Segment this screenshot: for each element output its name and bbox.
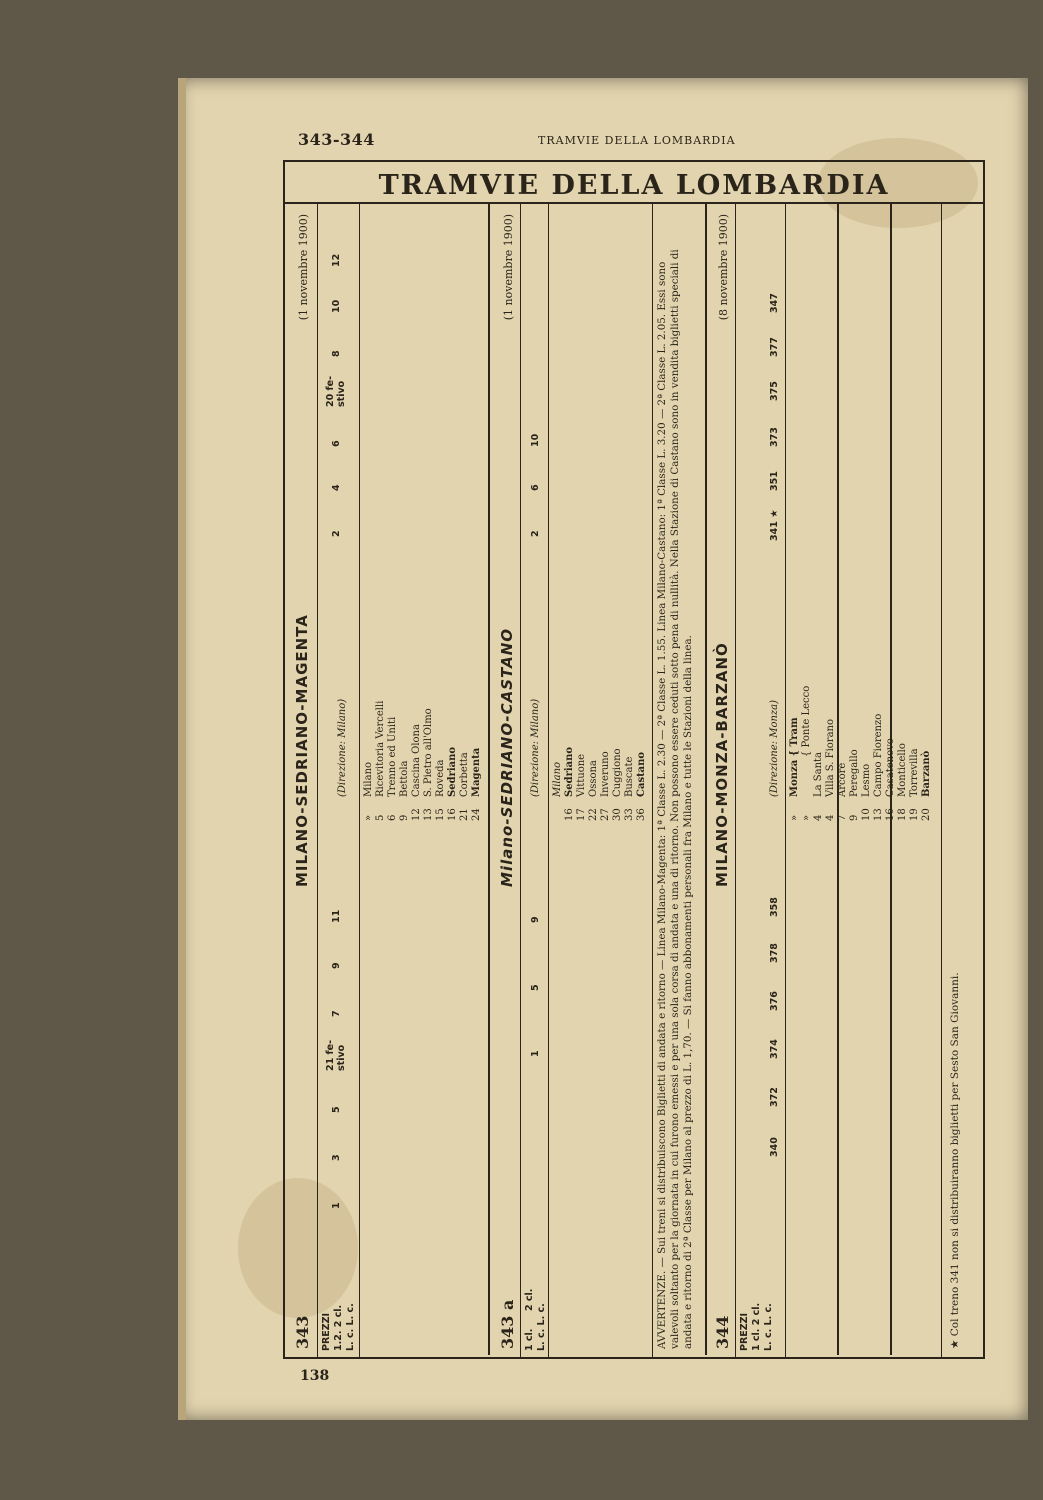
km-value: 13 bbox=[423, 808, 434, 821]
station-name: { Ponte Lecco bbox=[801, 685, 812, 757]
line-date: (1 novembre 1900) bbox=[502, 214, 515, 321]
km-value: 16 bbox=[564, 808, 575, 821]
main-title: TRAMVIE DELLA LOMBARDIA bbox=[378, 170, 890, 201]
table-rule bbox=[317, 204, 318, 1357]
train-number: 340 bbox=[769, 1137, 780, 1157]
km-value: » bbox=[363, 814, 374, 821]
table-rule bbox=[652, 204, 653, 1357]
train-number: 10 bbox=[530, 433, 541, 447]
km-value: 9 bbox=[399, 814, 410, 821]
km-value: 22 bbox=[588, 808, 599, 821]
line-343a-block bbox=[490, 204, 705, 1357]
price-header: 2 cl. bbox=[524, 1288, 535, 1311]
station-name: Arcore bbox=[837, 762, 848, 797]
line-number: 343 bbox=[293, 1315, 312, 1349]
running-title: TRAMVIE DELLA LOMBARDIA bbox=[538, 134, 736, 147]
station-name: Monza { Tram bbox=[789, 717, 800, 797]
station-name: Magenta bbox=[471, 747, 482, 797]
station-name: Roveda bbox=[435, 759, 446, 797]
km-value: 30 bbox=[612, 808, 623, 821]
line-date: (1 novembre 1900) bbox=[297, 214, 310, 321]
train-number: 358 bbox=[769, 897, 780, 917]
train-number: 8 bbox=[331, 350, 342, 357]
km-value: 6 bbox=[387, 814, 398, 821]
km-value: 18 bbox=[897, 808, 908, 821]
km-value: 21 bbox=[459, 808, 470, 821]
station-name: S. Pietro all'Olmo bbox=[423, 708, 434, 797]
station-name: Campo Fiorenzo bbox=[873, 713, 884, 797]
train-number: 9 bbox=[331, 962, 342, 969]
timetable-frame bbox=[283, 160, 985, 1359]
table-rule bbox=[359, 204, 360, 1357]
train-number: 374 bbox=[769, 1039, 780, 1059]
km-value: 36 bbox=[636, 808, 647, 821]
line-343-block bbox=[285, 204, 488, 1357]
line-date: (8 novembre 1900) bbox=[717, 214, 730, 321]
station-name: Barzanò bbox=[921, 750, 932, 797]
km-value: 4 bbox=[825, 814, 836, 821]
table-rule bbox=[785, 204, 786, 1357]
station-name: Castano bbox=[636, 751, 647, 797]
km-value: 9 bbox=[849, 814, 860, 821]
km-value: » bbox=[801, 814, 812, 821]
km-value: 16 bbox=[447, 808, 458, 821]
station-name: Corbetta bbox=[459, 752, 470, 797]
price-header: PREZZI bbox=[739, 1312, 750, 1351]
train-number: 7 bbox=[331, 1010, 342, 1017]
train-number: 9 bbox=[530, 916, 541, 923]
km-value: 10 bbox=[861, 808, 872, 821]
train-number: 376 bbox=[769, 991, 780, 1011]
price-header: 1 cl. bbox=[524, 1328, 535, 1351]
train-number: 12 bbox=[331, 253, 342, 267]
rotated-timetable bbox=[285, 204, 983, 1357]
line-number: 344 bbox=[713, 1315, 732, 1349]
km-value: 15 bbox=[435, 808, 446, 821]
station-name: Ossona bbox=[588, 760, 599, 797]
train-number: 5 bbox=[331, 1106, 342, 1113]
table-rule bbox=[548, 204, 549, 1357]
price-header: L. c. L. c. bbox=[536, 1303, 547, 1351]
km-value: 24 bbox=[471, 808, 482, 821]
station-name: Casatenovo bbox=[885, 738, 896, 797]
km-value: 13 bbox=[873, 808, 884, 821]
station-name: Inveruno bbox=[600, 751, 611, 797]
train-number: 20 fe-stivo bbox=[325, 375, 347, 407]
page-folio: 138 bbox=[300, 1368, 330, 1384]
km-value: 33 bbox=[624, 808, 635, 821]
km-value: 4 bbox=[813, 814, 824, 821]
train-number: 1 bbox=[530, 1050, 541, 1057]
km-value: 5 bbox=[375, 814, 386, 821]
train-number: 2 bbox=[530, 530, 541, 537]
price-header: 1 cl. 2 cl. bbox=[751, 1302, 762, 1351]
station-name: Milano bbox=[363, 761, 374, 797]
station-name: Milano bbox=[552, 761, 563, 797]
train-number: 377 bbox=[769, 337, 780, 357]
station-name: Bettola bbox=[399, 760, 410, 797]
train-number: 4 bbox=[331, 484, 342, 491]
train-number: 11 bbox=[331, 909, 342, 923]
km-value: 12 bbox=[411, 808, 422, 821]
line-344-block bbox=[705, 204, 983, 1357]
direction-label: (Direzione: Monza) bbox=[769, 699, 780, 797]
footnote: ★ Col treno 341 non si distribuiranno biglietti per Sesto San Giovanni. bbox=[949, 972, 961, 1349]
station-name: Buscate bbox=[624, 756, 635, 797]
train-number: 351 bbox=[769, 471, 780, 491]
page-content bbox=[178, 78, 1028, 1420]
station-name: Villa S. Fiorano bbox=[825, 719, 836, 797]
station-name: Peregallo bbox=[849, 749, 860, 797]
station-name: Lesmo bbox=[861, 763, 872, 797]
train-number: 341 ★ bbox=[769, 509, 780, 541]
price-header: L. c. L. c. bbox=[345, 1303, 356, 1351]
train-number: 3 bbox=[331, 1154, 342, 1161]
line-title: Milano-SEDRIANO-CASTANO bbox=[498, 628, 516, 887]
train-number: 2 bbox=[331, 530, 342, 537]
avvertenze-note: AVVERTENZE. — Sui treni si distribuiscono Biglietti di andata e ritorno — Linea Milano-Magenta: 1ª Classe L. 2.30 — 2ª Classe L. 1.55. Linea Milano-Castano: 1ª Classe L. 3.20 — 2ª Classe L. 2.05. Essi sono valevoli soltanto per la giornata in cui furono emessi e per una sola corsa di andata e una di ritorno. Non possono essere ceduti sotto pena di nullità. Nella Stazione di Castano sono in vendita biglietti speciali di andata e ritorno di 2ª Classe per Milano al prezzo di L. 1,70. — Si fanno abbonamenti personali fra Milano e tutte le Stazioni della linea. bbox=[656, 249, 694, 1349]
km-value: 7 bbox=[837, 814, 848, 821]
train-number: 378 bbox=[769, 943, 780, 963]
station-name: La Santa bbox=[813, 751, 824, 797]
train-number: 1 bbox=[331, 1202, 342, 1209]
train-number: 372 bbox=[769, 1087, 780, 1107]
station-name: Ricevitoria Vercelli bbox=[375, 700, 386, 797]
station-name: Sedriano bbox=[447, 746, 458, 797]
table-rule bbox=[520, 204, 521, 1357]
train-number: 21 fe-stivo bbox=[325, 1039, 347, 1071]
station-name: Trenno ed Uniti bbox=[387, 716, 398, 797]
km-value: 20 bbox=[921, 808, 932, 821]
station-name: Sedriano bbox=[564, 746, 575, 797]
table-rule bbox=[735, 204, 736, 1357]
km-value: 19 bbox=[909, 808, 920, 821]
station-name: Cuggiono bbox=[612, 748, 623, 797]
line-number: 343 a bbox=[498, 1299, 517, 1349]
train-number: 373 bbox=[769, 427, 780, 447]
price-header: PREZZI bbox=[321, 1312, 332, 1351]
train-number: 10 bbox=[331, 299, 342, 313]
page-range: 343-344 bbox=[298, 130, 375, 149]
price-header: L. c. L. c. bbox=[763, 1303, 774, 1351]
station-name: Vittuone bbox=[576, 753, 587, 797]
train-number: 6 bbox=[331, 440, 342, 447]
line-title: MILANO-SEDRIANO-MAGENTA bbox=[293, 614, 311, 887]
train-number: 375 bbox=[769, 381, 780, 401]
km-value: 27 bbox=[600, 808, 611, 821]
km-value: » bbox=[789, 814, 800, 821]
direction-label: (Direzione: Milano) bbox=[337, 698, 348, 797]
km-value: 17 bbox=[576, 808, 587, 821]
station-name: Cascina Olona bbox=[411, 724, 422, 797]
train-number: 6 bbox=[530, 484, 541, 491]
table-rule bbox=[941, 204, 942, 1357]
train-number: 5 bbox=[530, 984, 541, 991]
station-name: Monticello bbox=[897, 743, 908, 797]
train-number: 347 bbox=[769, 293, 780, 313]
line-title: MILANO-MONZA-BARZANÒ bbox=[713, 642, 731, 887]
km-value: 16 bbox=[885, 808, 896, 821]
price-header: 1.2. 2 cl. bbox=[333, 1304, 344, 1351]
station-name: Torrevilla bbox=[909, 748, 920, 797]
direction-label: (Direzione: Milano) bbox=[530, 698, 541, 797]
